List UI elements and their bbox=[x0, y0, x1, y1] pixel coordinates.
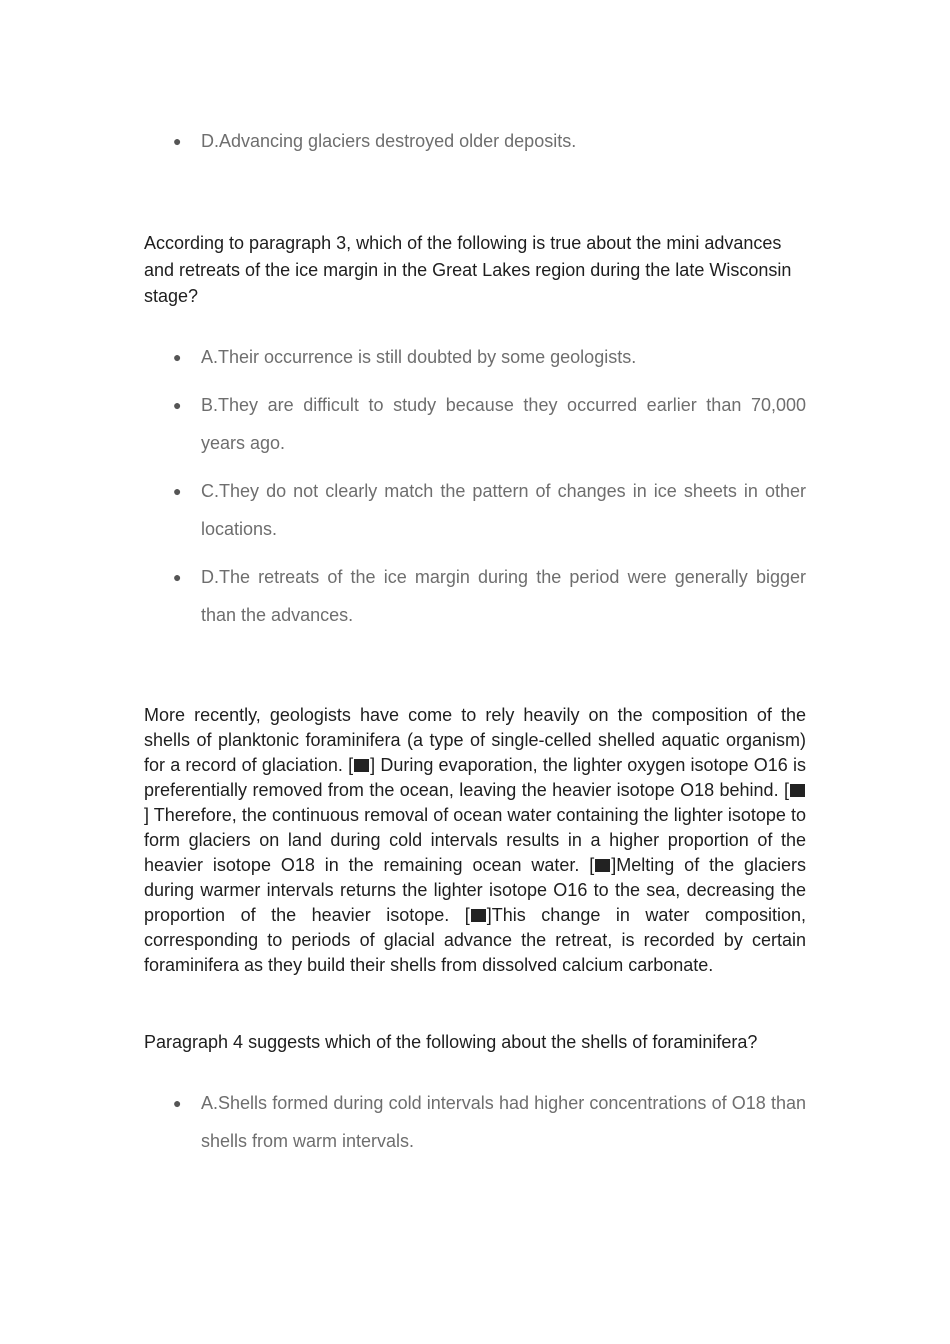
option-list bbox=[144, 122, 806, 160]
black-square-icon[interactable] bbox=[790, 784, 805, 797]
question-paragraph-3 bbox=[144, 230, 806, 310]
bullet-dot-icon: ● bbox=[173, 569, 182, 585]
passage-segment: ] Therefore, the continuous removal of ocean water containing the lighter isotope to form glaciers on land during cold intervals results in a higher proportion of the heavier isotope O18 in the remaining ocean water. [ bbox=[144, 805, 806, 875]
option-text: A.Shells formed during cold intervals had higher concentrations of O18 than shells from warm intervals. bbox=[201, 1093, 806, 1151]
black-square-icon[interactable] bbox=[471, 909, 486, 922]
question-prompt: According to paragraph 3, which of the following is true about the mini advances and retreats of the ice margin in the Great Lakes region during the late Wisconsin stage? bbox=[144, 233, 792, 306]
bullet-dot-icon: ● bbox=[173, 397, 182, 413]
question-4-options bbox=[144, 1084, 806, 1170]
option-text: C.They do not clearly match the pattern of changes in ice sheets in other locations. bbox=[201, 481, 806, 539]
passage-paragraph-4 bbox=[144, 703, 806, 978]
passage-segment: ] During evaporation, the lighter oxygen isotope O16 is preferentially removed from the ocean, leaving the heavier isotope O18 behind. [ bbox=[144, 755, 806, 800]
bullet-dot-icon: ● bbox=[173, 483, 182, 499]
answer-option-b[interactable] bbox=[144, 386, 806, 462]
answer-option-d[interactable] bbox=[144, 122, 806, 160]
option-list bbox=[144, 338, 806, 634]
bullet-dot-icon: ● bbox=[173, 133, 182, 149]
bullet-dot-icon: ● bbox=[173, 349, 182, 365]
option-text: D.Advancing glaciers destroyed older deposits. bbox=[201, 131, 577, 151]
option-text: A.Their occurrence is still doubted by some geologists. bbox=[201, 347, 637, 367]
question-prompt: Paragraph 4 suggests which of the following about the shells of foraminifera? bbox=[144, 1032, 758, 1052]
passage-segment: ]Melting of the glaciers during warmer intervals returns the lighter isotope O16 to the sea, decreasing the proportion of the heavier isotope. [ bbox=[144, 855, 807, 925]
answer-option-d[interactable] bbox=[144, 558, 806, 634]
option-text: D.The retreats of the ice margin during the period were generally bigger than the advances. bbox=[201, 567, 806, 625]
option-list bbox=[144, 1084, 806, 1160]
black-square-icon[interactable] bbox=[595, 859, 610, 872]
answer-option-c[interactable] bbox=[144, 472, 806, 548]
prev-question-options bbox=[144, 122, 806, 170]
option-text: B.They are difficult to study because they occurred earlier than 70,000 years ago. bbox=[201, 395, 806, 453]
question-3-options bbox=[144, 338, 806, 644]
black-square-icon[interactable] bbox=[354, 759, 369, 772]
question-paragraph-4 bbox=[144, 1029, 806, 1056]
bullet-dot-icon: ● bbox=[173, 1095, 182, 1111]
passage-segment: ]This change in water composition, corresponding to periods of glacial advance the retreat, is recorded by certain foraminifera as they build their shells from dissolved calcium carbonate. bbox=[144, 905, 806, 975]
passage-text bbox=[144, 703, 806, 978]
answer-option-a[interactable] bbox=[144, 1084, 806, 1160]
passage-segment: More recently, geologists have come to rely heavily on the composition of the shells of planktonic foraminifera (a type of single-celled shelled aquatic organism) for a record of glaciation. [ bbox=[144, 705, 806, 775]
answer-option-a[interactable] bbox=[144, 338, 806, 376]
